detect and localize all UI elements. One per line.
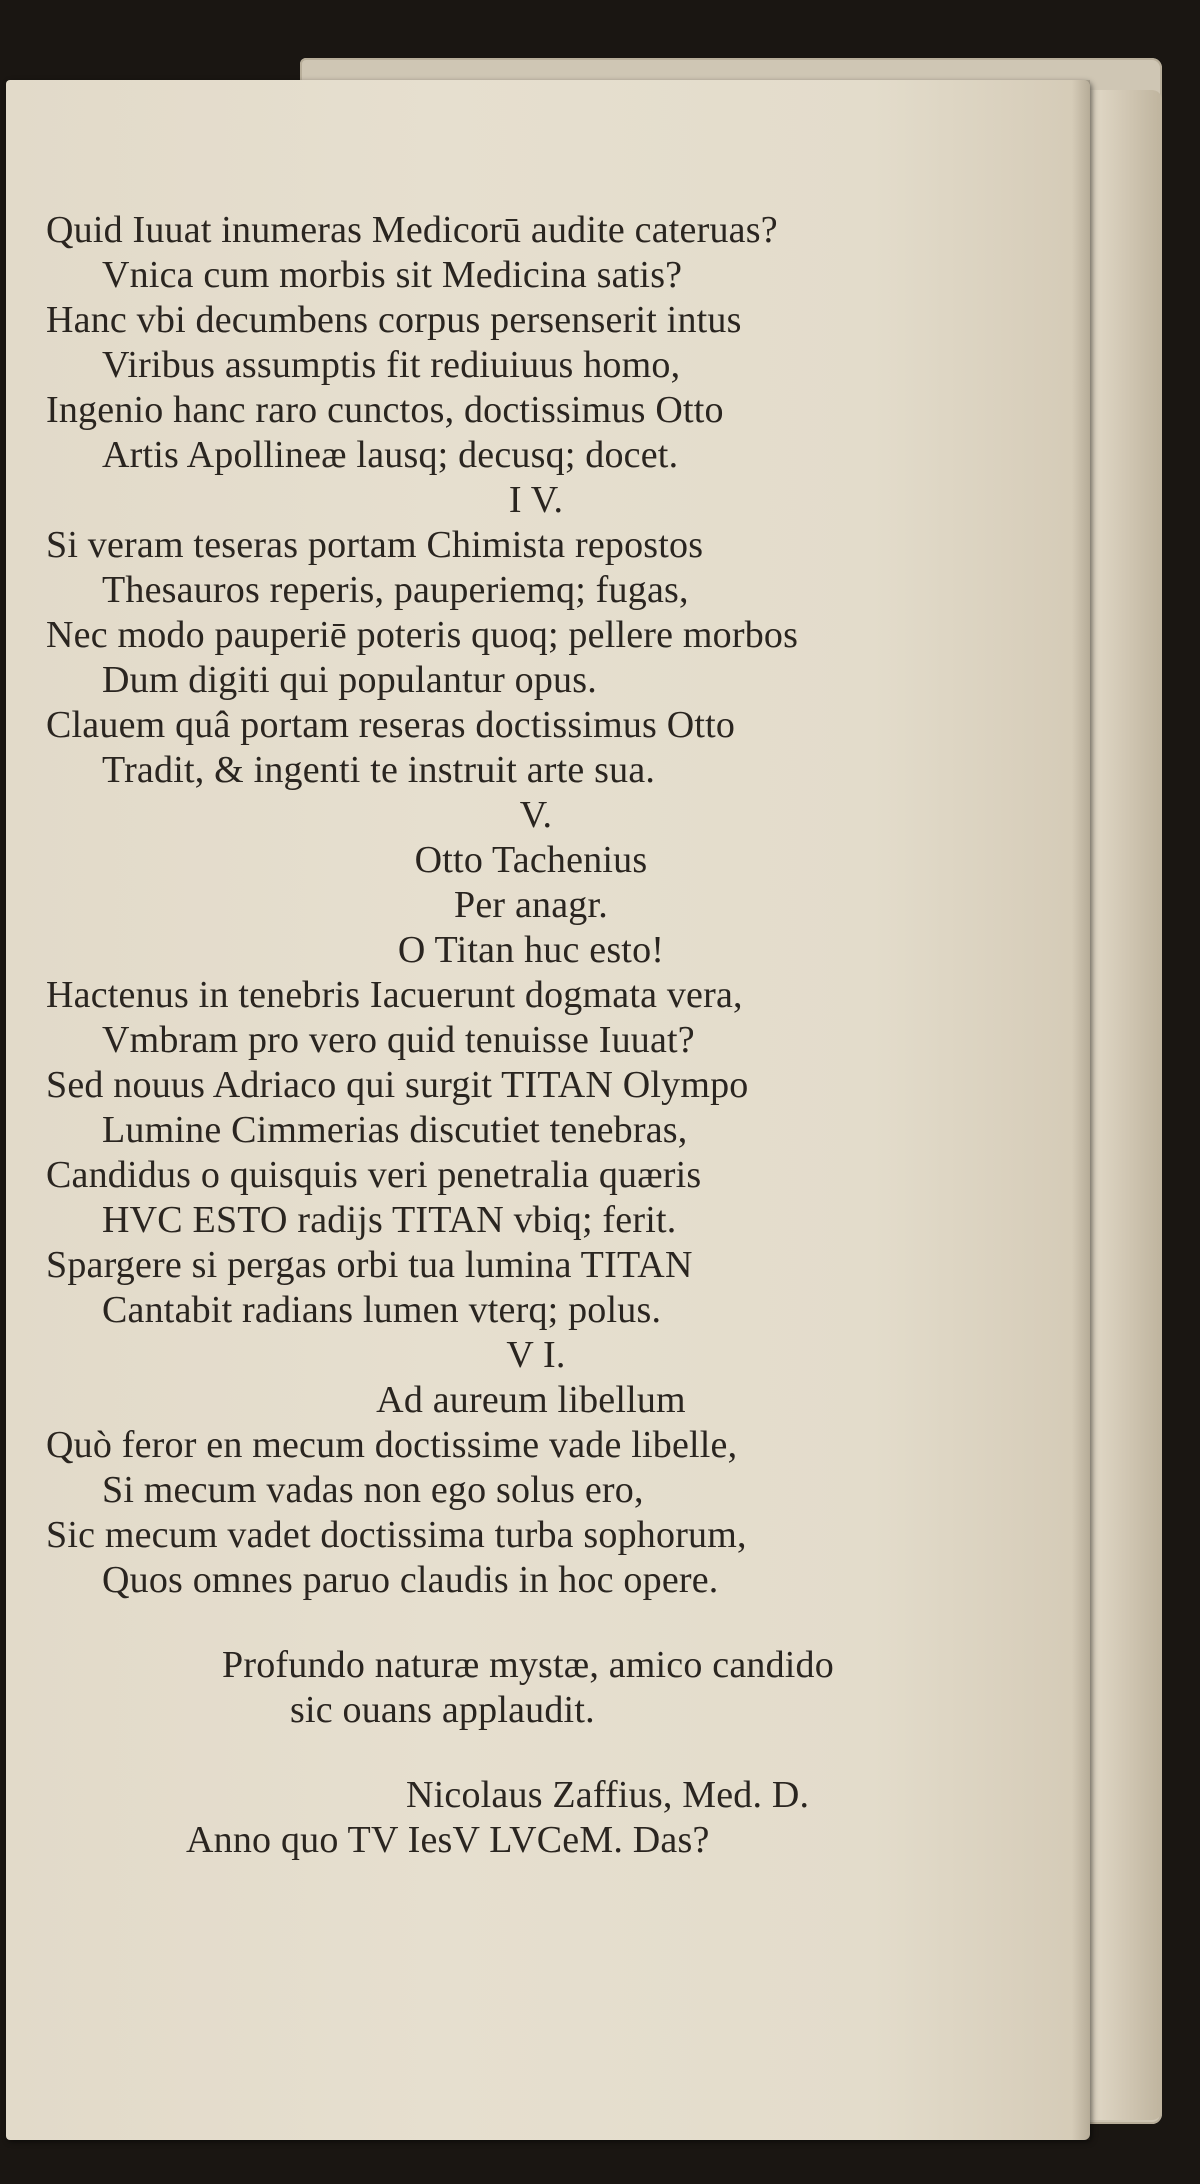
poem-line: Candidus o quisquis veri penetralia quæris <box>46 1154 702 1196</box>
poem-line: Clauem quâ portam reseras doctissimus Otto <box>46 704 736 746</box>
signature: Nicolaus Zaffius, Med. D. <box>406 1774 810 1816</box>
poem-line: Vnica cum morbis sit Medicina satis? <box>102 254 683 296</box>
poem-line: Quos omnes paruo claudis in hoc opere. <box>102 1559 719 1601</box>
poem-line: Thesauros reperis, pauperiemq; fugas, <box>102 569 689 611</box>
section-heading: V I. <box>506 1334 566 1376</box>
poem-line: Sic mecum vadet doctissima turba sophorum, <box>46 1514 747 1556</box>
poem-line: Tradit, & ingenti te instruit arte sua. <box>102 749 656 791</box>
poem-line: HVC ESTO radijs TITAN vbiq; ferit. <box>102 1199 677 1241</box>
poem-title: Otto Tachenius <box>414 839 648 881</box>
anagram: O Titan huc esto! <box>397 929 665 971</box>
poem-line: Lumine Cimmerias discutiet tenebras, <box>102 1109 688 1151</box>
page-text <box>46 208 1056 1863</box>
poem-line: Viribus assumptis fit rediuiuus homo, <box>102 344 681 386</box>
poem-line: Artis Apollineæ lausq; decusq; docet. <box>102 434 679 476</box>
dedication-line: Profundo naturæ mystæ, amico candido <box>222 1644 834 1686</box>
page-shadow <box>1072 80 1090 2140</box>
dedication-line: sic ouans applaudit. <box>290 1689 595 1731</box>
poem-line: Sed nouus Adriaco qui surgit TITAN Olympo <box>46 1064 749 1106</box>
poem-line: Cantabit radians lumen vterq; polus. <box>102 1289 662 1331</box>
poem-line: Nec modo pauperiē poteris quoq; pellere morbos <box>46 614 799 656</box>
section-heading: I V. <box>508 479 564 521</box>
poem-line: Quò feror en mecum doctissime vade libelle, <box>46 1424 738 1466</box>
poem-subtitle: Per anagr. <box>454 884 608 926</box>
poem-line: Hactenus in tenebris Iacuerunt dogmata vera, <box>46 974 743 1016</box>
poem-line: Si mecum vadas non ego solus ero, <box>102 1469 644 1511</box>
poem-line: Quid Iuuat inumeras Medicorū audite cateruas? <box>46 209 778 251</box>
book-page <box>6 80 1090 2140</box>
poem-line: Si veram teseras portam Chimista repostos <box>46 524 704 566</box>
poem-line: Dum digiti qui populantur opus. <box>102 659 597 701</box>
poem-line: Spargere si pergas orbi tua lumina TITAN <box>46 1244 693 1286</box>
chronogram: Anno quo TV IesV LVCeM. Das? <box>186 1819 710 1861</box>
section-heading: V. <box>519 794 553 836</box>
poem-title: Ad aureum libellum <box>376 1379 686 1421</box>
poem-line: Ingenio hanc raro cunctos, doctissimus Otto <box>46 389 724 431</box>
poem-line: Hanc vbi decumbens corpus persenserit intus <box>46 299 742 341</box>
poem-line: Vmbram pro vero quid tenuisse Iuuat? <box>102 1019 695 1061</box>
